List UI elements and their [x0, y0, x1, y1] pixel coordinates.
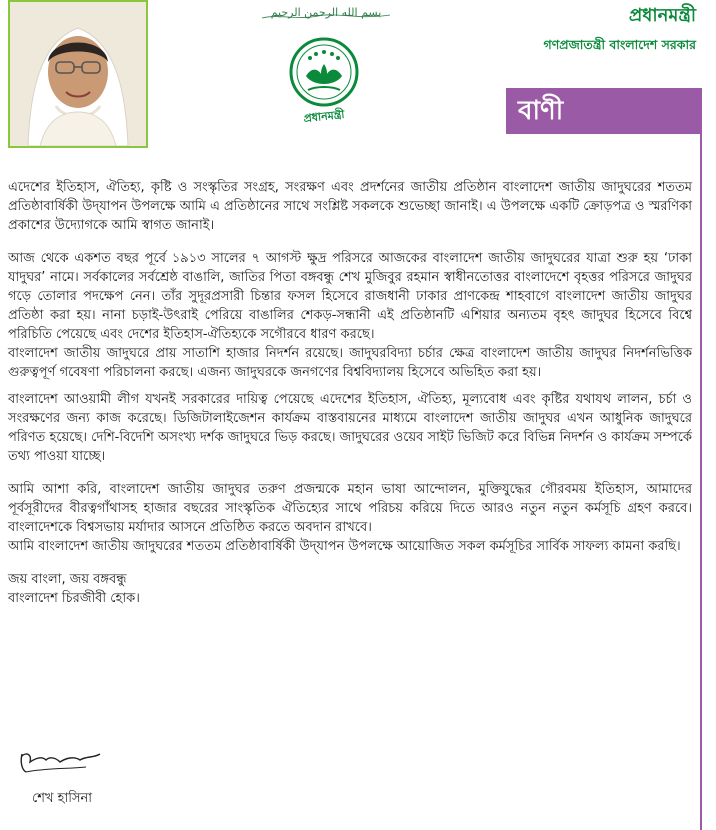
paragraph: আমি বাংলাদেশ জাতীয় জাদুঘরের শততম প্রতিষ্ঠাবার্ষিকী উদ্‌যাপন উপলক্ষে আয়োজিত সকল কর্মসূচির সার্বিক সাফল্য কামনা করছি। [8, 539, 681, 554]
svg-text:প্রধানমন্ত্রী: প্রধানমন্ত্রী [302, 107, 346, 126]
paragraph: আমি আশা করি, বাংলাদেশ জাতীয় জাদুঘর তরুণ প্রজন্মকে মহান ভাষা আন্দোলন, মুক্তিযুদ্ধের গৌরবময় ইতিহাস, আমাদের পূর্বসূরীদের বীরত্বগাঁথাসহ হাজার বছরের সাংস্কৃতিক ঐতিহ্যের সাথে পরিচয় করিয়ে দিতে আরও নতুন নতুন কর্মসূচি গ্রহণ করবে। বাংলাদেশকে বিশ্বসভায় মর্যাদার আসনে প্রতিষ্ঠিত করতে অবদান রাখবে। [8, 482, 692, 535]
portrait-photo [8, 0, 148, 148]
paragraph: এদেশের ইতিহাস, ঐতিহ্য, কৃষ্টি ও সংস্কৃতির সংগ্রহ, সংরক্ষণ এবং প্রদর্শনের জাতীয় প্রতিষ্ঠান বাংলাদেশ জাতীয় জাদুঘরের শততম প্রতিষ্ঠাবার্ষিকী উদ্‌যাপন উপলক্ষে আমি এ প্রতিষ্ঠানের সাথে সংশ্লিষ্ট সকলকে শুভেচ্ছা জানাই। এ উপলক্ষে একটি ক্রোড়পত্র ও স্মরণিকা প্রকাশের উদ্যোগকে আমি স্বাগত জানাই। [8, 180, 692, 233]
government-subtitle: গণপ্রজাতন্ত্রী বাংলাদেশ সরকার [543, 37, 696, 52]
closing-line: জয় বাংলা, জয় বঙ্গবন্ধু [8, 572, 127, 587]
prime-minister-emblem [286, 36, 362, 126]
closing-line: বাংলাদেশ চিরজীবী হোক। [8, 591, 140, 606]
paragraph: বাংলাদেশ আওয়ামী লীগ যখনই সরকারের দায়িত্ব পেয়েছে এদেশের ইতিহাস, ঐতিহ্য, মূল্যবোধ এবং কৃষ্টির যথাযথ লালন, চর্চা ও সংরক্ষণের জন্য কাজ করেছে। ডিজিটালাইজেশন কার্যক্রম বাস্তবায়নের মাধ্যমে বাংলাদেশ জাতীয় জাদুঘর এখন আধুনিক জাদুঘরে পরিণত হয়েছে। দেশি-বিদেশি অসংখ্য দর্শক জাদুঘরে ভিড় করছে। জাদুঘরের ওয়েব সাইট ভিজিট করে বিভিন্ন নিদর্শন ও কার্যক্রম সম্পর্কে তথ্য পাওয়া যাচ্ছে। [8, 392, 692, 464]
message-banner [506, 88, 700, 134]
message-body [8, 178, 692, 608]
office-title: প্রধানমন্ত্রী [628, 5, 696, 26]
portrait-illustration [10, 2, 146, 146]
handwritten-signature [16, 742, 108, 782]
paragraph: আজ থেকে একশত বছর পূর্বে ১৯১৩ সালের ৭ আগস্ট ক্ষুদ্র পরিসরে আজকের বাংলাদেশ জাতীয় জাদুঘরের যাত্রা শুরু হয় ‘ঢাকা যাদুঘর’ নামে। সর্বকালের সর্বশ্রেষ্ঠ বাঙালি, জাতির পিতা বঙ্গবন্ধু শেখ মুজিবুর রহমান স্বাধীনতোত্তর বাংলাদেশে বৃহত্তর পরিসরে জাদুঘর গড়ে তোলার পদক্ষেপ নেন। তাঁর সুদূরপ্রসারী চিন্তার ফসল হিসেবে রাজধানী ঢাকার প্রাণকেন্দ্র শাহবাগে বাংলাদেশ জাতীয় জাদুঘর প্রতিষ্ঠা করা হয়। নানা চড়াই-উৎরাই পেরিয়ে বাঙালির শেকড়-সন্ধানী এই প্রতিষ্ঠানটি এশিয়ার অন্যতম বৃহৎ জাদুঘর হিসেবে বিশ্বে পরিচিতি পেয়েছে এবং দেশের ইতিহাস-ঐতিহ্যকে সগৌরবে ধারণ করছে। [8, 251, 692, 342]
paragraph: বাংলাদেশ জাতীয় জাদুঘরে প্রায় সাতাশি হাজার নিদর্শন রয়েছে। জাদুঘরবিদ্যা চর্চার ক্ষেত্র বাংলাদেশ জাতীয় জাদুঘর নিদর্শনভিত্তিক গুরুত্বপূর্ণ গবেষণা পরিচালনা করছে। এজন্য জাদুঘরকে জনগণের বিশ্ববিদ্যালয় হিসেবে অভিহিত করা হয়। [8, 346, 692, 380]
svg-text:بسم الله الرحمن الرحيم: بسم الله الرحمن الرحيم [270, 6, 382, 19]
signatory-name: শেখ হাসিনা [32, 791, 93, 806]
message-heading: বাণী [518, 96, 564, 126]
bismillah-calligraphy [258, 2, 394, 22]
right-border-rule [700, 88, 702, 830]
